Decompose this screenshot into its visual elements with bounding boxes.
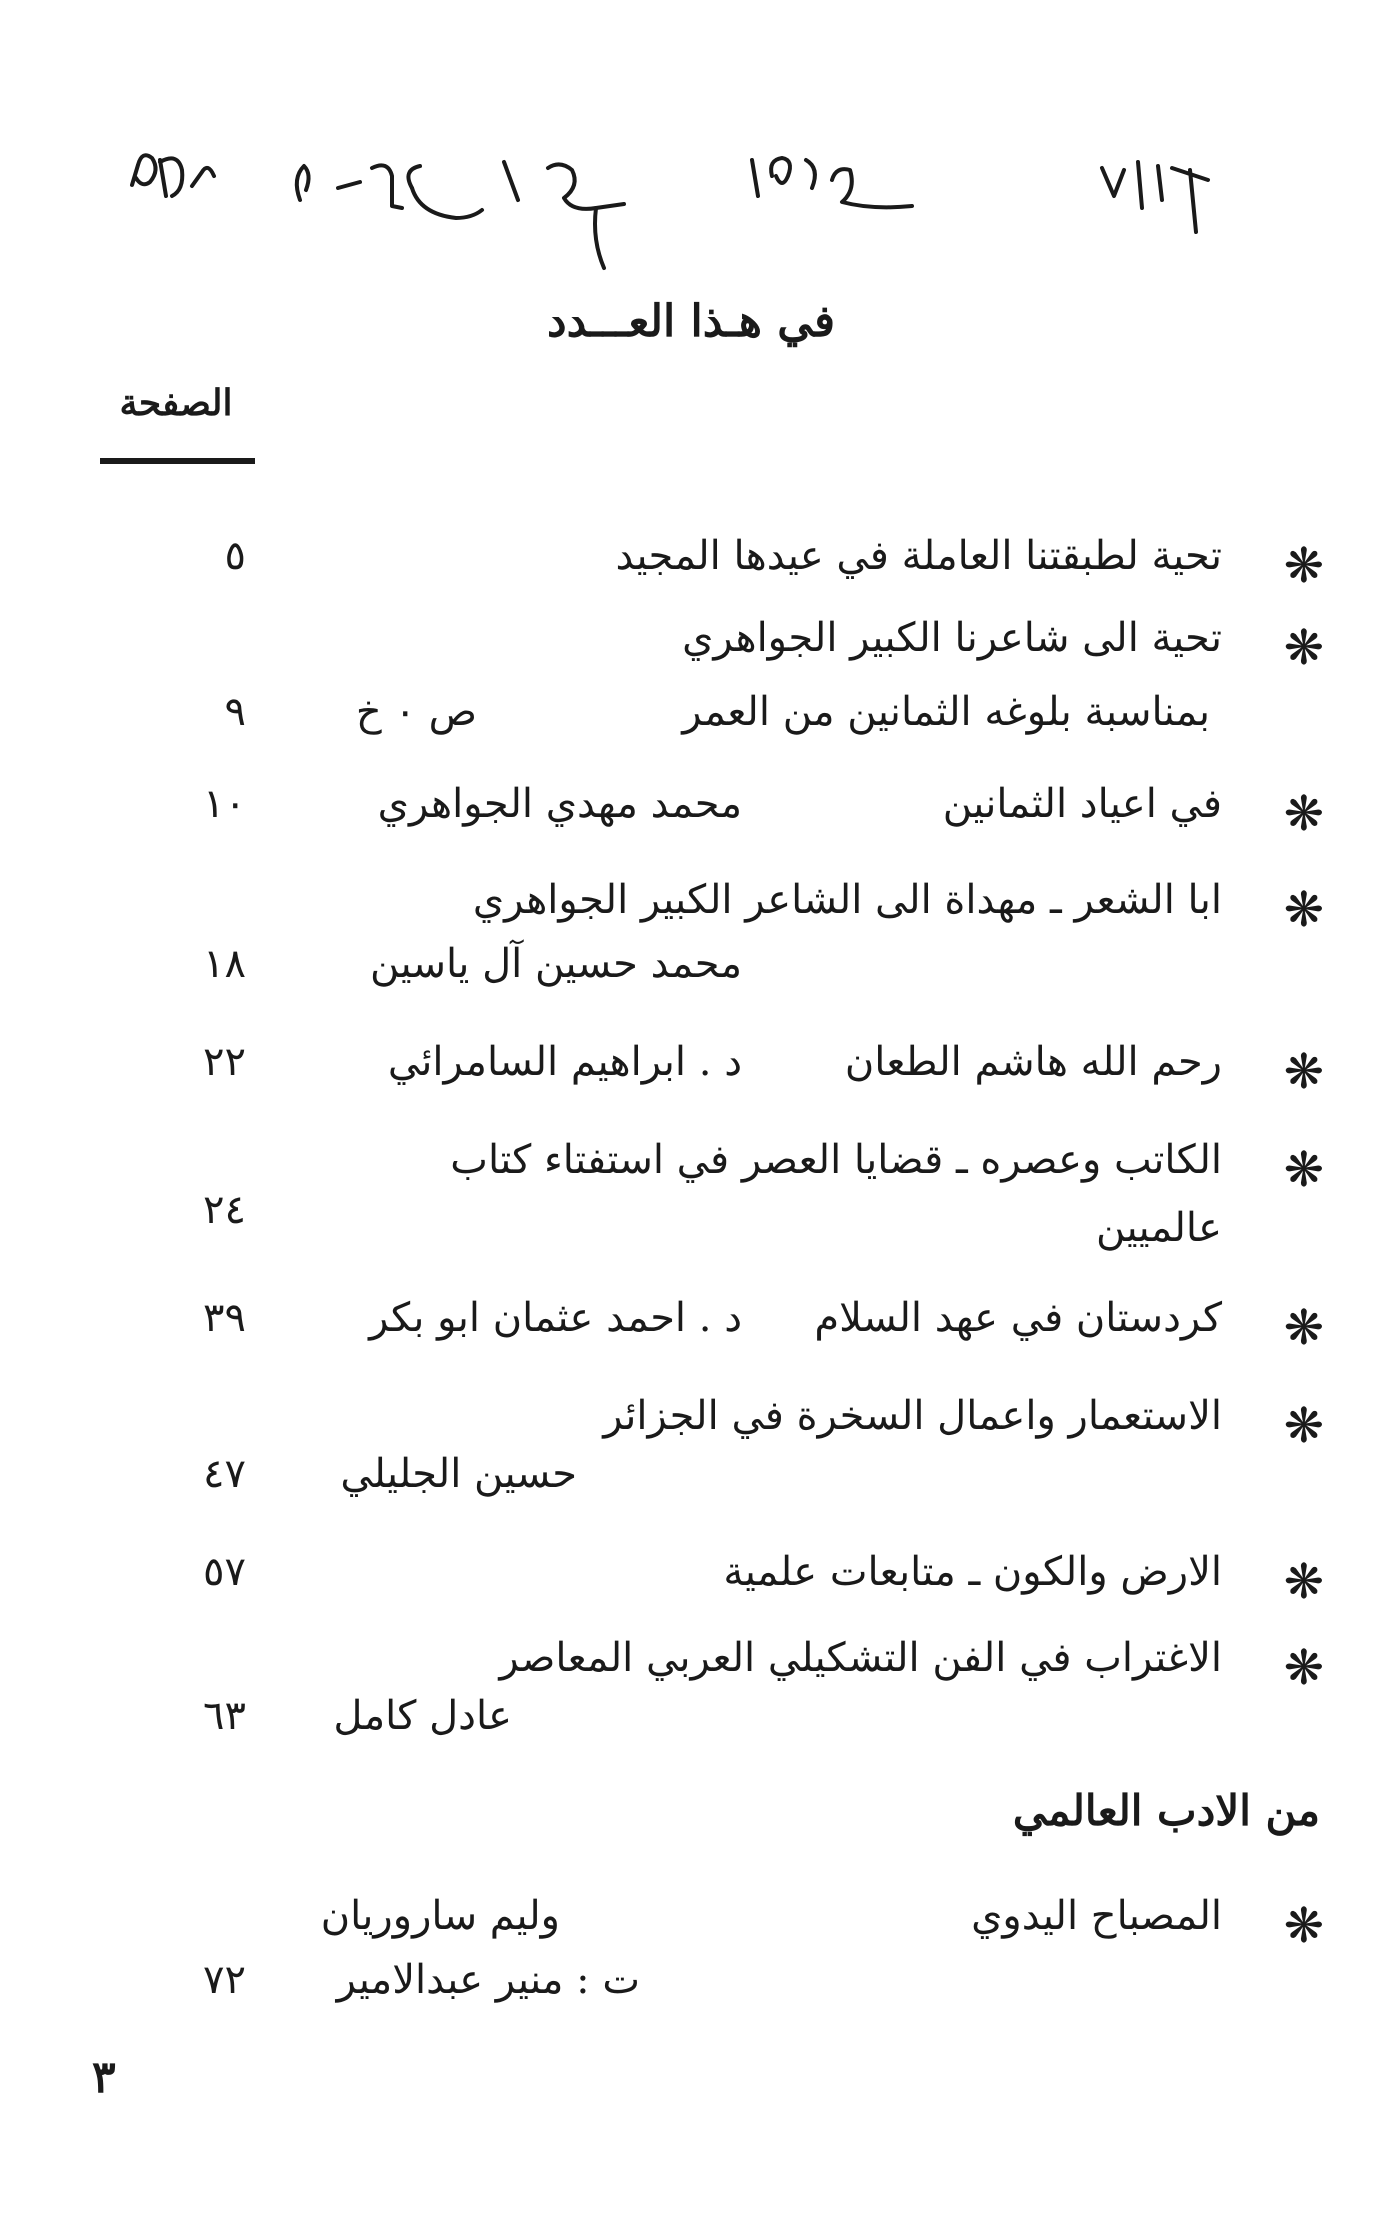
asterisk-bullet-icon: ❋ (1283, 882, 1324, 938)
entry-title: في اعياد الثمانين (942, 781, 1222, 827)
entry-page-number: ٦٣ (203, 1693, 246, 1739)
entry-author: د . احمد عثمان ابو بكر (369, 1295, 742, 1341)
entry-title: رحم الله هاشم الطعان (844, 1039, 1222, 1085)
asterisk-bullet-icon: ❋ (1283, 1398, 1324, 1454)
asterisk-bullet-icon: ❋ (1283, 786, 1324, 842)
entry-translator: ت : منير عبدالامير (336, 1957, 640, 2003)
asterisk-bullet-icon: ❋ (1283, 1898, 1324, 1954)
entry-page-number: ١٨ (203, 941, 246, 987)
entry-title: تحية الى شاعرنا الكبير الجواهري (682, 615, 1222, 661)
asterisk-bullet-icon: ❋ (1283, 1044, 1324, 1100)
asterisk-bullet-icon: ❋ (1283, 620, 1324, 676)
asterisk-bullet-icon: ❋ (1283, 1554, 1324, 1610)
entry-author: محمد حسين آل ياسين (370, 941, 742, 987)
entry-title: ابا الشعر ـ مهداة الى الشاعر الكبير الجواهري (472, 877, 1222, 923)
handwritten-archive-note (0, 0, 1382, 300)
entry-title: الاستعمار واعمال السخرة في الجزائر (603, 1393, 1222, 1439)
entry-page-number: ٢٢ (203, 1039, 246, 1085)
asterisk-bullet-icon: ❋ (1283, 1142, 1324, 1198)
issue-contents-title: في هـذا العـــدد (547, 296, 835, 347)
entry-title: المصباح اليدوي (971, 1893, 1222, 1939)
page-column-header: الصفحة (119, 382, 233, 424)
entry-title: الكاتب وعصره ـ قضايا العصر في استفتاء كتاب (450, 1137, 1222, 1183)
entry-author: عادل كامل (333, 1693, 512, 1739)
entry-page-number: ٧٢ (203, 1957, 246, 2003)
entry-page-number: ٩ (224, 689, 246, 735)
entry-author: محمد مهدي الجواهري (377, 781, 742, 827)
asterisk-bullet-icon: ❋ (1283, 1300, 1324, 1356)
asterisk-bullet-icon: ❋ (1283, 538, 1324, 594)
entry-title-continuation: عالميين (1096, 1205, 1222, 1251)
entry-page-number: ٥٧ (203, 1549, 246, 1595)
section-heading: من الادب العالمي (1012, 1786, 1320, 1835)
entry-page-number: ٢٤ (203, 1187, 246, 1233)
entry-page-number: ٥ (224, 533, 246, 579)
entry-title-continuation: بمناسبة بلوغه الثمانين من العمر (682, 689, 1210, 735)
entry-title: تحية لطبقتنا العاملة في عيدها المجيد (615, 533, 1222, 579)
entry-author: وليم ساروريان (320, 1893, 560, 1939)
entry-author: حسين الجليلي (340, 1451, 577, 1497)
entry-page-number: ٤٧ (203, 1451, 246, 1497)
asterisk-bullet-icon: ❋ (1283, 1640, 1324, 1696)
entry-page-number: ٣٩ (203, 1295, 246, 1341)
entry-author: ص ٠ خ (355, 689, 477, 735)
entry-page-number: ١٠ (203, 781, 246, 827)
entry-title: كردستان في عهد السلام (814, 1295, 1222, 1341)
entry-title: الارض والكون ـ متابعات علمية (723, 1549, 1222, 1595)
entry-title: الاغتراب في الفن التشكيلي العربي المعاصر (499, 1635, 1222, 1681)
page-column-header-underline (100, 458, 255, 464)
folio-page-number: ٣ (92, 2052, 116, 2103)
entry-author: د . ابراهيم السامرائي (387, 1039, 742, 1085)
